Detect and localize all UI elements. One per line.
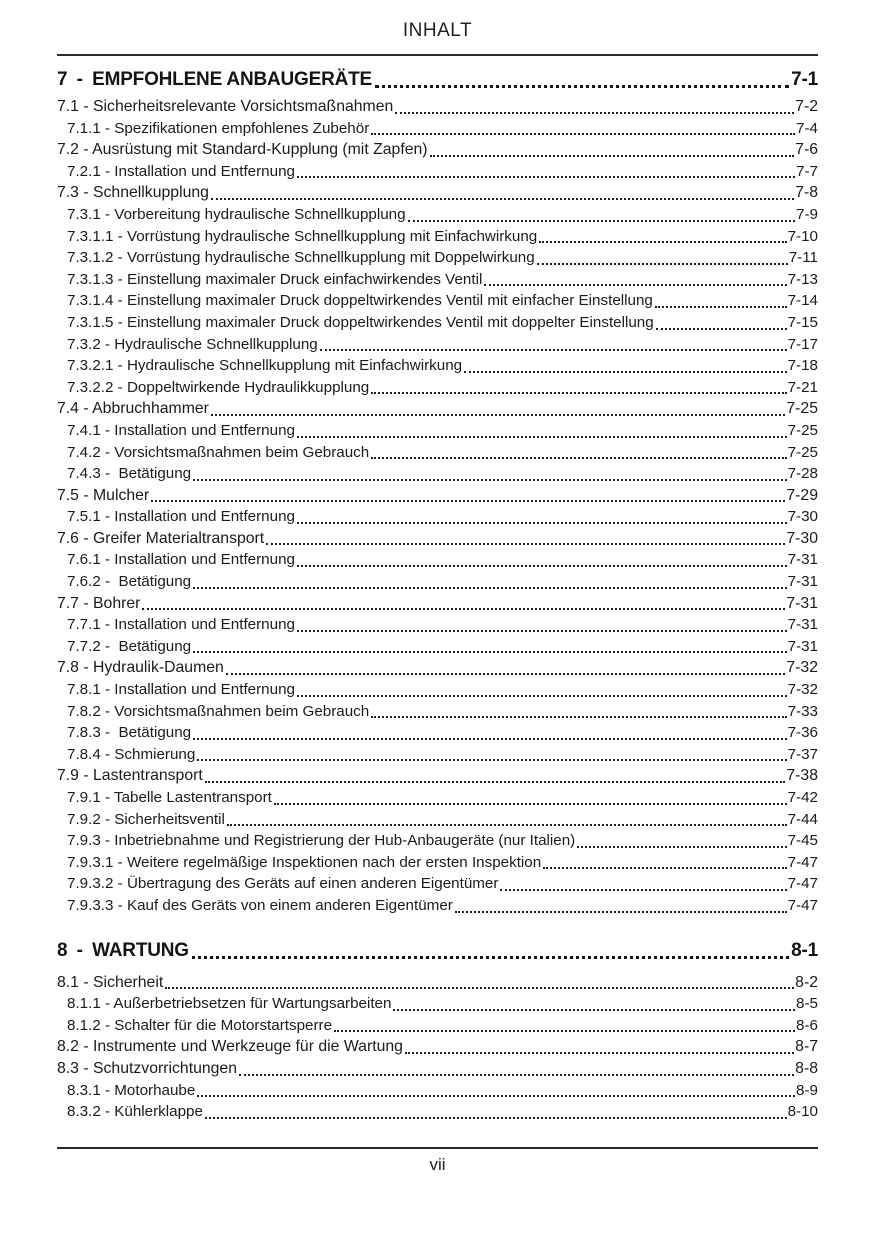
dot-leader — [371, 133, 795, 135]
entry-page: 7-38 — [786, 767, 818, 785]
dot-leader — [655, 306, 787, 308]
dot-leader — [393, 1009, 795, 1011]
toc-entry-row[interactable] — [57, 506, 818, 528]
entry-label: 8.3.1 - Motorhaube — [67, 1081, 196, 1099]
toc-entry-row[interactable] — [57, 701, 818, 723]
entry-page: 7-18 — [787, 357, 818, 375]
entry-label: 7.2.1 - Installation und Entfernung — [67, 162, 295, 180]
toc-entry-row[interactable] — [57, 1080, 818, 1102]
dot-leader — [142, 608, 785, 610]
dot-leader — [197, 1095, 795, 1097]
entry-label: 7.3.2.2 - Doppeltwirkende Hydraulikkupplung — [67, 378, 370, 396]
dot-leader — [205, 1117, 787, 1119]
entry-page: 7-11 — [788, 249, 818, 267]
entry-label: 7.9.3 - Inbetriebnahme und Registrierung der Hub-Anbaugeräte (nur Italien) — [67, 832, 576, 850]
dot-leader — [193, 479, 786, 481]
page-title: INHALT — [402, 20, 473, 41]
dot-leader — [408, 220, 795, 222]
chapter-label: 7 - EMPFOHLENE ANBAUGERÄTE — [57, 69, 372, 90]
entry-page: 7-14 — [787, 292, 818, 310]
dot-leader — [297, 436, 787, 438]
footer-rule — [57, 1147, 818, 1149]
entry-page: 7-31 — [787, 573, 818, 591]
toc-entry-row[interactable] — [57, 657, 818, 679]
entry-label: 7.9.2 - Sicherheitsventil — [67, 810, 225, 828]
entry-page: 8-8 — [795, 1059, 818, 1077]
dot-leader — [484, 284, 786, 286]
toc-entry-row[interactable] — [57, 593, 818, 615]
toc-entry-row[interactable] — [57, 765, 818, 787]
entry-page: 7-10 — [787, 227, 818, 245]
entry-page: 7-37 — [787, 745, 818, 763]
dot-leader — [193, 738, 786, 740]
entry-page: 7-4 — [796, 119, 818, 137]
dot-leader — [193, 651, 786, 653]
entry-label: 7.8.4 - Schmierung — [67, 745, 196, 763]
dot-leader — [577, 846, 786, 848]
entry-label: 7.1 - Sicherheitsrelevante Vorsichtsmaßnahmen — [57, 98, 394, 115]
entry-page: 7-32 — [786, 659, 818, 677]
dot-leader — [297, 630, 787, 632]
entry-label: 7.8.2 - Vorsichtsmaßnahmen beim Gebrauch — [67, 702, 370, 720]
toc-entry-row[interactable] — [57, 161, 818, 183]
entry-label: 7.3.1.1 - Vorrüstung hydraulische Schnellkupplung mit Einfachwirkung — [67, 227, 538, 245]
entry-page: 7-28 — [787, 465, 818, 483]
dot-leader — [192, 956, 789, 959]
toc-entry-row[interactable] — [57, 355, 818, 377]
toc-entry-row[interactable] — [57, 830, 818, 852]
dot-leader — [151, 500, 785, 502]
entry-page: 7-36 — [787, 724, 818, 742]
dot-leader — [226, 673, 786, 675]
entry-page: 7-32 — [787, 681, 818, 699]
toc-entry-row[interactable] — [57, 269, 818, 291]
dot-leader — [537, 263, 788, 265]
entry-page: 7-21 — [787, 378, 818, 396]
entry-label: 7.3.1.5 - Einstellung maximaler Druck doppeltwirkendes Ventil mit doppelter Einstellung — [67, 313, 654, 331]
entry-label: 7.7.2 - Betätigung — [67, 637, 192, 655]
toc-entry-row[interactable] — [57, 398, 818, 420]
chapter-page: 8-1 — [791, 939, 818, 961]
toc-entry-row[interactable] — [57, 528, 818, 550]
toc-entry-row[interactable] — [57, 485, 818, 507]
dot-leader — [205, 781, 786, 783]
entry-page: 7-31 — [787, 616, 818, 634]
entry-label: 8.1.1 - Außerbetriebsetzen für Wartungsarbeiten — [67, 995, 392, 1013]
toc-entry-row[interactable] — [57, 1036, 818, 1058]
entry-label: 7.3.1.2 - Vorrüstung hydraulische Schnellkupplung mit Doppelwirkung — [67, 249, 535, 267]
entry-label: 7.3.2 - Hydraulische Schnellkupplung — [67, 335, 318, 353]
dot-leader — [320, 349, 787, 351]
toc-entry-row[interactable] — [57, 139, 818, 161]
dot-leader — [500, 889, 786, 891]
dot-leader — [227, 824, 787, 826]
entry-label: 7.6 - Greifer Materialtransport — [57, 529, 265, 547]
toc-entry-row[interactable] — [57, 290, 818, 312]
entry-page: 7-30 — [786, 529, 818, 547]
toc-entry-row[interactable] — [57, 334, 818, 356]
entry-label: 7.9 - Lastentransport — [57, 767, 203, 785]
entry-label: 7.3.1.4 - Einstellung maximaler Druck doppeltwirkendes Ventil mit einfacher Einstellung — [67, 292, 653, 310]
entry-label: 7.9.3.3 - Kauf des Geräts von einem anderen Eigentümer — [67, 896, 453, 914]
entry-page: 7-42 — [787, 789, 818, 806]
dot-leader — [193, 587, 786, 589]
entry-label: 7.7 - Bohrer — [57, 594, 141, 612]
entry-page: 7-25 — [786, 400, 818, 418]
dot-leader — [297, 565, 787, 567]
dot-leader — [539, 241, 786, 243]
toc-entry-row[interactable] — [57, 96, 818, 118]
dot-leader — [266, 543, 785, 545]
entry-label: 7.3.1 - Vorbereitung hydraulische Schnellkupplung — [67, 205, 406, 223]
entry-label: 7.7.1 - Installation und Entfernung — [67, 616, 295, 634]
entry-page: 7-47 — [787, 896, 818, 914]
dot-leader — [430, 155, 795, 157]
chapter-page: 7-1 — [791, 69, 818, 90]
toc-entry-row[interactable] — [57, 787, 818, 809]
toc-entry-row[interactable] — [57, 614, 818, 636]
header-rule — [57, 54, 818, 56]
dot-leader — [371, 716, 786, 718]
entry-label: 7.8.3 - Betätigung — [67, 724, 192, 742]
dot-leader — [334, 1030, 795, 1032]
entry-label: 7.4.3 - Betätigung — [67, 465, 192, 483]
entry-label: 7.6.1 - Installation und Entfernung — [67, 551, 295, 569]
entry-page: 7-8 — [795, 184, 818, 202]
dot-leader — [274, 803, 787, 805]
entry-label: 7.4.1 - Installation und Entfernung — [67, 421, 295, 439]
entry-label: 8.2 - Instrumente und Werkzeuge für die Wartung — [57, 1038, 403, 1056]
dot-leader — [405, 1052, 794, 1054]
entry-page: 8-9 — [796, 1081, 818, 1099]
entry-page: 7-6 — [795, 141, 818, 159]
toc-entry-row[interactable] — [57, 442, 818, 464]
entry-label: 7.9.3.2 - Übertragung des Geräts auf einen anderen Eigentümer — [67, 875, 499, 893]
entry-page: 7-31 — [786, 594, 818, 612]
entry-label: 7.5.1 - Installation und Entfernung — [67, 508, 295, 526]
entry-label: 7.9.1 - Tabelle Lastentransport — [67, 789, 272, 806]
entry-label: 7.3.2.1 - Hydraulische Schnellkupplung mit Einfachwirkung — [67, 357, 463, 375]
entry-label: 7.5 - Mulcher — [57, 486, 150, 504]
dot-leader — [543, 867, 786, 869]
entry-label: 7.3.1.3 - Einstellung maximaler Druck einfachwirkendes Ventil — [67, 270, 483, 288]
toc-entry-row[interactable] — [57, 377, 818, 399]
toc-chapter-row[interactable] — [57, 938, 818, 964]
dot-leader — [395, 112, 794, 114]
entry-label: 8.1 - Sicherheit — [57, 973, 164, 991]
entry-page: 7-44 — [787, 810, 818, 828]
dot-leader — [165, 987, 794, 989]
entry-page: 7-30 — [787, 508, 818, 526]
entry-page: 7-47 — [787, 853, 818, 871]
toc-entry-row[interactable] — [57, 852, 818, 874]
entry-label: 8.3.2 - Kühlerklappe — [67, 1103, 203, 1121]
toc-entry-row[interactable] — [57, 993, 818, 1015]
entry-label: 7.4.2 - Vorsichtsmaßnahmen beim Gebrauch — [67, 443, 370, 461]
dot-leader — [375, 85, 789, 88]
entry-page: 8-10 — [787, 1103, 818, 1121]
entry-page: 7-25 — [787, 421, 818, 439]
dot-leader — [656, 328, 787, 330]
dot-leader — [211, 198, 794, 200]
toc-entry-row[interactable] — [57, 463, 818, 485]
toc-entry-row[interactable] — [57, 809, 818, 831]
entry-label: 8.3 - Schutzvorrichtungen — [57, 1059, 238, 1077]
toc-entry-row[interactable] — [57, 182, 818, 204]
entry-page: 7-2 — [795, 98, 818, 115]
entry-page: 7-25 — [787, 443, 818, 461]
entry-page: 7-15 — [787, 313, 818, 331]
dot-leader — [197, 759, 786, 761]
toc-entry-row[interactable] — [57, 1101, 818, 1123]
entry-page: 7-17 — [787, 335, 818, 353]
entry-page: 7-29 — [786, 486, 818, 504]
entry-page: 8-6 — [796, 1016, 818, 1034]
entry-page: 7-7 — [796, 162, 818, 180]
dot-leader — [371, 392, 786, 394]
entry-label: 7.3 - Schnellkupplung — [57, 184, 209, 202]
entry-page: 7-31 — [787, 551, 818, 569]
entry-label: 7.6.2 - Betätigung — [67, 573, 192, 591]
entry-page: 7-33 — [787, 702, 818, 720]
entry-label: 7.8 - Hydraulik-Daumen — [57, 659, 224, 677]
entry-label: 7.2 - Ausrüstung mit Standard-Kupplung (mit Zapfen) — [57, 141, 428, 159]
entry-label: 7.1.1 - Spezifikationen empfohlenes Zubehör — [67, 119, 370, 137]
toc-entry-row[interactable] — [57, 1058, 818, 1080]
entry-page: 8-5 — [796, 995, 818, 1013]
toc-entry-row[interactable] — [57, 204, 818, 226]
entry-page: 8-7 — [795, 1038, 818, 1056]
dot-leader — [211, 414, 785, 416]
toc-entry-row[interactable] — [57, 972, 818, 994]
toc-entry-row[interactable] — [57, 312, 818, 334]
entry-label: 7.9.3.1 - Weitere regelmäßige Inspektionen nach der ersten Inspektion — [67, 853, 542, 871]
page-number: vii — [429, 1154, 446, 1174]
entry-page: 7-47 — [787, 875, 818, 893]
toc-entry-row[interactable] — [57, 118, 818, 140]
toc-entry-row[interactable] — [57, 549, 818, 571]
toc-entry-row[interactable] — [57, 744, 818, 766]
dot-leader — [371, 457, 786, 459]
toc — [57, 67, 818, 1123]
toc-entry-row[interactable] — [57, 873, 818, 895]
entry-page: 7-31 — [787, 637, 818, 655]
toc-entry-row[interactable] — [57, 247, 818, 269]
toc-entry-row[interactable] — [57, 226, 818, 248]
entry-page: 7-13 — [787, 270, 818, 288]
entry-page: 8-2 — [795, 973, 818, 991]
toc-entry-row[interactable] — [57, 636, 818, 658]
dot-leader — [297, 522, 787, 524]
dot-leader — [464, 371, 787, 373]
entry-page: 7-9 — [796, 205, 818, 223]
dot-leader — [297, 176, 795, 178]
dot-leader — [297, 695, 787, 697]
entry-page: 7-45 — [787, 832, 818, 850]
toc-entry-row[interactable] — [57, 571, 818, 593]
entry-label: 7.4 - Abbruchhammer — [57, 400, 209, 418]
toc-entry-row[interactable] — [57, 1015, 818, 1037]
chapter-label: 8 - WARTUNG — [57, 939, 189, 961]
toc-entry-row[interactable] — [57, 722, 818, 744]
dot-leader — [455, 911, 787, 913]
entry-label: 8.1.2 - Schalter für die Motorstartsperre — [67, 1016, 333, 1034]
dot-leader — [239, 1074, 794, 1076]
toc-entry-row[interactable] — [57, 420, 818, 442]
toc-chapter-row[interactable] — [57, 67, 818, 93]
toc-entry-row[interactable] — [57, 895, 818, 917]
toc-entry-row[interactable] — [57, 679, 818, 701]
entry-label: 7.8.1 - Installation und Entfernung — [67, 681, 295, 699]
